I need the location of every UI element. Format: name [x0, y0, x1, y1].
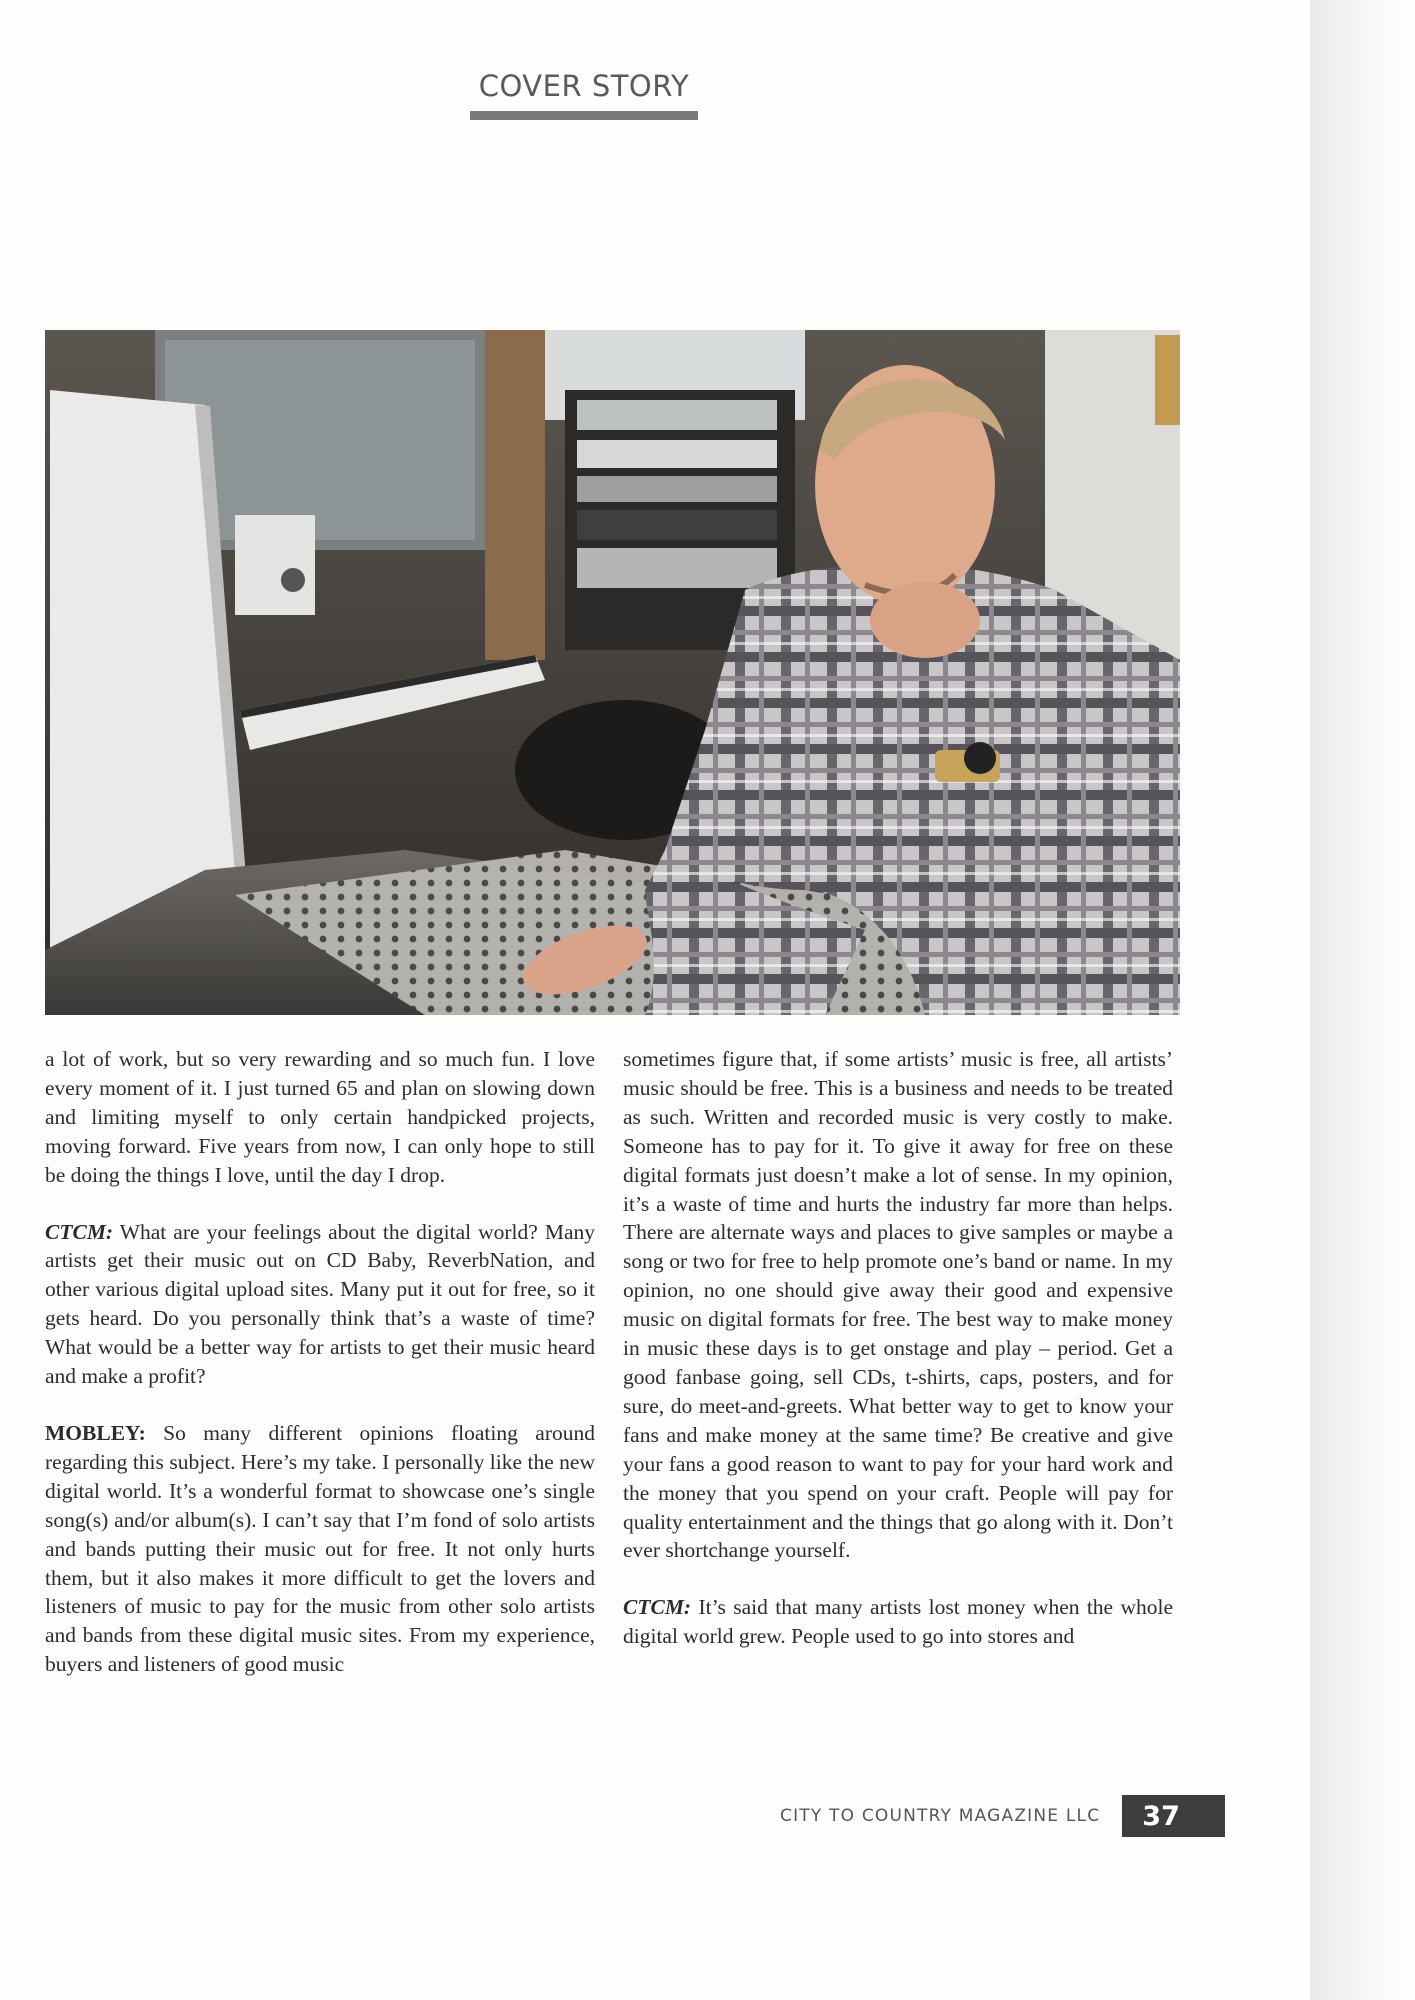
speaker-label-mobley: MOBLEY: — [45, 1420, 146, 1445]
page-edge-shadow — [1310, 0, 1415, 2000]
paragraph-text: sometimes figure that, if some artists’ music is free, all artists’ music should be free. This is a business and needs to be treated as such. Written and recorded music is very costly to make. Someone has to pay for it. To give it away for free on these digital formats just doesn’t make a lot of sense. In my opinion, it’s a waste of time and hurts the industry far more than helps. There are alternate ways and places to give samples or maybe a song or two for free to help promote one’s band or name. In my opinion, no one should give away their good and expensive music on digital formats for free. The best way to make money in music these days is to get onstage and play – period. Get a good fanbase going, sell CDs, t-shirts, caps, posters, and for sure, do meet-and-greets. What better way to get to know your fans and make money at the same time? Be creative and give your fans a good reason to want to pay for your hard work and the money that you spend on your craft. People will pay for quality entertainment and the things that go along with it. Don’t ever shortchange yourself. — [623, 1047, 1173, 1563]
paragraph-text: It’s said that many artists lost money when the whole digital world grew. People used to go into stores and — [623, 1595, 1173, 1649]
article-paragraph — [623, 1593, 1173, 1651]
article-paragraph — [623, 1045, 1173, 1565]
paragraph-text: a lot of work, but so very rewarding and so much fun. I love every moment of it. I just turned 65 and plan on slowing down and limiting myself to only certain handpicked projects, moving forward. Five years from now, I can only hope to still be doing the things I love, until the day I drop. — [45, 1047, 595, 1187]
article-column-right — [623, 1045, 1173, 1679]
paragraph-text: What are your feelings about the digital world? Many artists get their music out on CD Baby, ReverbNation, and other various digital upload sites. Many put it out for free, so it gets heard. Do you personally think that’s a waste of time? What would be a better way for artists to get their music heard and make a profit? — [45, 1219, 595, 1389]
section-title: COVER STORY — [478, 69, 690, 103]
speaker-label-ctcm: CTCM: — [623, 1595, 692, 1620]
page-footer — [780, 1795, 1225, 1837]
studio-photo — [45, 330, 1180, 1015]
article-column-left — [45, 1045, 595, 1707]
section-title-underline — [470, 111, 698, 120]
article-paragraph — [45, 1419, 595, 1679]
publisher-name: CITY TO COUNTRY MAGAZINE LLC — [780, 1806, 1101, 1826]
section-header — [470, 69, 698, 120]
article-paragraph — [45, 1045, 595, 1190]
page-number: 37 — [1122, 1795, 1225, 1837]
paragraph-text: So many different opinions floating around regarding this subject. Here’s my take. I personally like the new digital world. It’s a wonderful format to showcase one’s single song(s) and/or album(s). I can’t say that I’m fond of solo artists and bands putting their music out for free. It not only hurts them, but it also makes it more difficult to get the lovers and listeners of music to pay for the music from other solo artists and bands from these digital music sites. From my experience, buyers and listeners of good music — [45, 1420, 595, 1677]
article-paragraph — [45, 1218, 595, 1391]
speaker-label-ctcm: CTCM: — [45, 1219, 114, 1244]
